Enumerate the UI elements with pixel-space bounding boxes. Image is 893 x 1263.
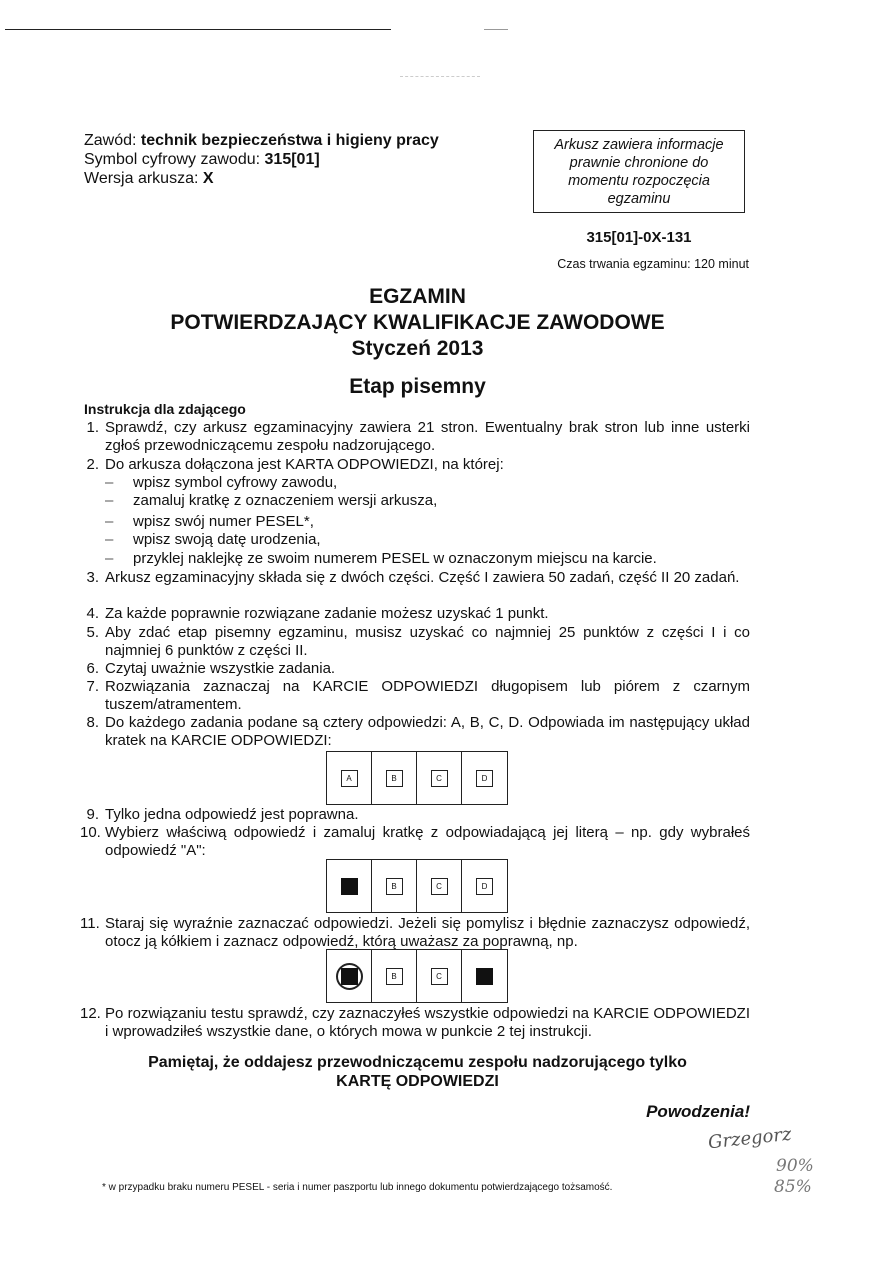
instruction-item: 7. Rozwiązania zaznaczaj na KARCIE ODPOWIEDZI długopisem lub piórem z czarnym tuszem/atramentem. (86, 678, 750, 713)
instruction-item: 1. Sprawdź, czy arkusz egzaminacyjny zawiera 21 stron. Ewentualny brak stron lub inne usterki zgłoś przewodniczącemu zespołu nadzorującego. (86, 419, 750, 454)
exam-stage: Etap pisemny (349, 375, 486, 398)
profession-value: technik bezpieczeństwa i higieny pracy (140, 132, 439, 149)
answer-grid-example (326, 751, 508, 805)
instruction-item: 2. Do arkusza dołączona jest KARTA ODPOWIEDZI, na której: (86, 456, 504, 473)
version-value: X (202, 170, 214, 187)
instruction-item: 10. Wybierz właściwą odpowiedź i zamaluj kratkę z odpowiadającą jej literą – np. gdy wybrałeś odpowiedź "A": (80, 824, 750, 859)
sub-item: – wpisz swój numer PESEL*, (105, 513, 314, 530)
answer-box-d: D (476, 770, 493, 787)
sub-item: – przyklej naklejkę ze swoim numerem PESEL w oznaczonym miejscu na karcie. (105, 550, 657, 567)
instruction-item: 12. Po rozwiązaniu testu sprawdź, czy zaznaczyłeś wszystkie odpowiedzi na KARCIE ODPOWIEDZI i wprowadziłeś wszystkie dane, o których mowa w punkcie 2 tej instrukcji. (80, 1005, 750, 1040)
instruction-item: 5. Aby zdać etap pisemny egzaminu, musisz uzyskać co najmniej 25 punktów z części I i co najmniej 6 punktów z części II. (86, 624, 750, 659)
answer-box-a-circled (341, 968, 358, 985)
faint-mark (400, 76, 480, 77)
sub-item: – zamaluj kratkę z oznaczeniem wersji arkusza, (105, 492, 438, 509)
answer-box-b: B (386, 878, 403, 895)
instruction-item: 11. Staraj się wyraźnie zaznaczać odpowiedzi. Jeżeli się pomylisz i błędnie zaznaczysz odpowiedź, otocz ją kółkiem i zaznacz odpowiedź, którą uważasz za poprawną, np. (80, 915, 750, 950)
exam-duration: Czas trwania egzaminu: 120 minut (557, 257, 749, 271)
exam-code: 315[01]-0X-131 (586, 229, 692, 246)
answer-box-c: C (431, 878, 448, 895)
footnote: * w przypadku braku numeru PESEL - seria i numer paszportu lub innego dokumentu potwierdzającego tożsamość. (102, 1182, 613, 1193)
instruction-item: 6. Czytaj uważnie wszystkie zadania. (86, 660, 336, 677)
sub-item: – wpisz swoją datę urodzenia, (105, 531, 321, 548)
top-rule-short (484, 29, 508, 30)
handwritten-score: 85% (774, 1177, 812, 1197)
version-line: Wersja arkusza: X (84, 170, 214, 187)
answer-box-c: C (431, 770, 448, 787)
answer-box-a-filled (341, 878, 358, 895)
instructions-heading: Instrukcja dla zdającego (84, 401, 246, 417)
sub-item: – wpisz symbol cyfrowy zawodu, (105, 474, 338, 491)
instruction-item: 8. Do każdego zadania podane są cztery odpowiedzi: A, B, C, D. Odpowiada im następujący układ kratek na KARCIE ODPOWIEDZI: (86, 714, 750, 749)
profession-line: Zawód: technik bezpieczeństwa i higieny pracy (84, 132, 439, 149)
instruction-item: 3. Arkusz egzaminacyjny składa się z dwóch części. Część I zawiera 50 zadań, część II 20 zadań. (86, 569, 740, 586)
symbol-value: 315[01] (264, 151, 320, 168)
instruction-item: 4. Za każde poprawnie rozwiązane zadanie możesz uzyskać 1 punkt. (86, 605, 549, 622)
answer-grid-correction-example (326, 949, 508, 1003)
answer-grid-filled-example (326, 859, 508, 913)
handwritten-name: Grzegorz (707, 1123, 793, 1154)
top-rule (5, 29, 391, 30)
exam-title: EGZAMIN POTWIERDZAJĄCY KWALIFIKACJE ZAWODOWE Styczeń 2013 (170, 285, 665, 360)
answer-box-b: B (386, 968, 403, 985)
remember-note: Pamiętaj, że oddajesz przewodniczącemu zespołu nadzorującego tylko KARTĘ ODPOWIEDZI (148, 1054, 687, 1090)
answer-box-b: B (386, 770, 403, 787)
answer-box-c: C (431, 968, 448, 985)
protected-info-notice: Arkusz zawiera informacje prawnie chronione do momentu rozpoczęcia egzaminu (533, 130, 745, 213)
symbol-line: Symbol cyfrowy zawodu: 315[01] (84, 151, 320, 168)
answer-box-d: D (476, 878, 493, 895)
header-info (84, 131, 439, 188)
handwritten-score: 90% (776, 1156, 814, 1176)
answer-box-a: A (341, 770, 358, 787)
answer-box-d-filled (476, 968, 493, 985)
instruction-item: 9. Tylko jedna odpowiedź jest poprawna. (86, 806, 359, 823)
good-luck: Powodzenia! (646, 1102, 750, 1121)
